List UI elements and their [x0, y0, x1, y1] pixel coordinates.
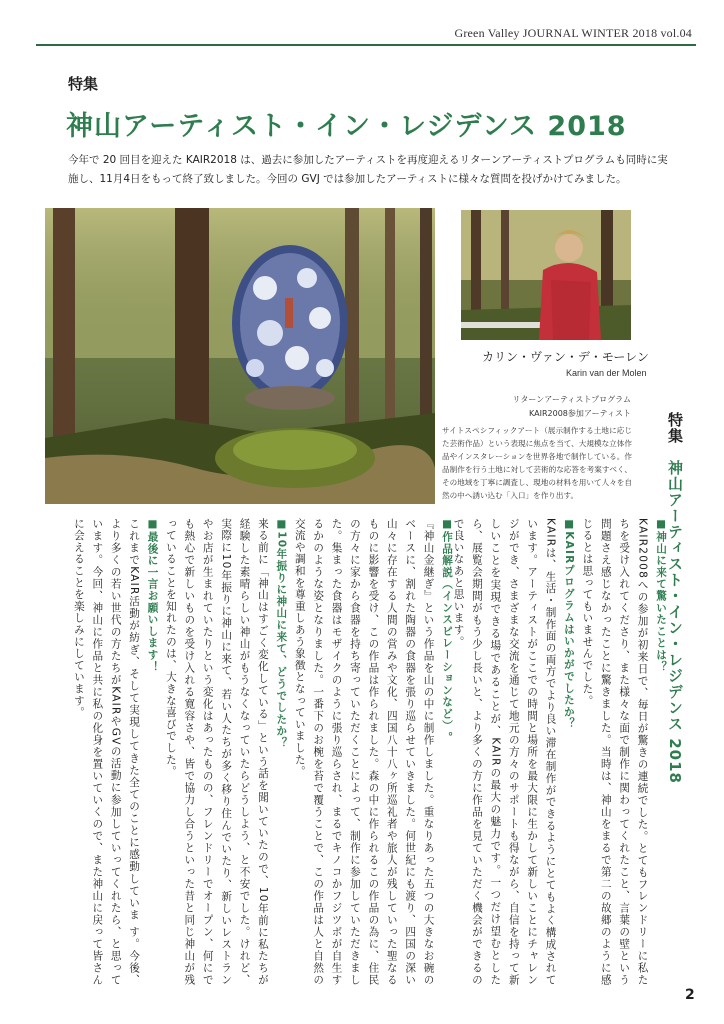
answer-text: 来る前に「神山はすごく変化している」という話を聞いていたので、10年前に私たちが経験した素晴らしい神山がもうなくなっていたらどうしよう、と不安でした。けれど、実際に10年振りに神山に来て、若い人たちが多く移り住んでいたり、新しいレストランやお店が生まれていたりという変化はあったものの、フレンドリーでオープン、何にでも熱心で新しいものを受け入れる寛容さや、皆で協力し合うといった昔と同じ神山が残っていることを知れたのは、大きな喜びでした。 [164, 518, 269, 986]
sidebar-feature-label: 特集 [666, 412, 684, 444]
answer-text: これまでKAIR活動が紡ぎ、そして実現してきた全てのことに感動していま す。今後、より多くの若い世代の方たちがKAIRやGVの活動に参加していってくれたら、と思っています。今回、神山に作品と共に私の化身を置いていくので、また神山に戻って皆さんに会えることを楽しみにしています。 [72, 518, 141, 986]
question-heading: ■最後に一言お願いします！ [146, 518, 159, 673]
feature-label: 特集 [68, 75, 99, 93]
page-number: 2 [685, 987, 695, 1003]
lead-paragraph: 今年で 20 回目を迎えた KAIR2018 は、過去に参加したアーティストを再度迎えるリターンアーティストプログラムも同時に実施し、11月4日をもって終了致しました。今回の GVJ では参加したアーティストに様々な質問を投げかけてみました。 [68, 154, 668, 185]
artist-photo-illustration [461, 210, 631, 340]
sculpture-photo-illustration [45, 208, 435, 504]
question-heading: ■KAIRプログラムはいかがでしたか？ [562, 518, 575, 730]
question-heading: ■神山に来て驚いたことは？ [655, 518, 667, 673]
artist-bio: サイトスペシフィックアート（展示制作する土地に応じた芸術作品）という表現に焦点を当て、大規模な立体作品やインスタレーションを世界各地で制作している。作品制作を行う土地に対して芸術的な応答を考案すべく、その地域を丁寧に調査し、現地の材料を用いて人々を自然の中へ誘い込む「入口」を作り出す。 [442, 426, 632, 500]
header-rule [36, 44, 696, 46]
sidebar-title-text: 神山アーティスト・イン・レジデンス 2018 [666, 460, 684, 784]
article-column-left [72, 518, 456, 986]
journal-header: Green Valley JOURNAL WINTER 2018 vol.04 [454, 26, 692, 40]
artist-photo [461, 210, 631, 340]
artist-role-year: KAIR2008参加アーティスト [529, 409, 631, 418]
sculpture-photo [45, 208, 435, 504]
answer-text: 『神山金継ぎ』という作品を山の中に制作しました。重なりあった五つの大きなお碗のベースに、割れた陶器の食器を張り巡らせていきました。何世紀にも渡り、四国の深い山々に存在する人間の営みや文化、四国八十八ヶ所巡礼者や旅人が残していった聖なるものに影響を受け、この作品は作られました。森の中に作られるこの作品の為に、住民の方々に家から食器を持ち寄っていただくことによって、制作に参加していただきました。集まった食器はモザイクのように張り巡らされ、まるでキノコかフジツボが自生するかのような姿となりました。一番下のお椀を苔で覆うことで、この作品は人と自然の交流や調和を尊重しあう象徴となっていました。 [293, 518, 435, 986]
artist-name-en: Karin van der Molen [566, 368, 647, 378]
answer-text: KAIRは、生活・制作面の両方でより良い滞在制作ができるようにとてもよく構成されています。アーティストがここでの時間と場所を最大限に生かして新しいことにチャレンジができ、さまざまな交流を通じて地元の方々のサポートも得ながら、自信を持って新しいことを実現できる場であることが、KAIRの最大の魅力です。一つだけ望むとしたら、展覧会期間がもう少し長いと、より多くの方に作品を見ていただく機会ができるので良いなあと思います。 [452, 518, 557, 986]
question-heading: ■10年振りに神山に来て、どうでしたか？ [275, 518, 288, 749]
answer-text: KAIR2008への参加が初来日で、毎日が驚きの連続でした。とてもフレンドリーに私たちを受け入れてくださり、また様々な面で制作に関わってくれたこと、言葉の壁という問題さえ感じなかったことに驚きました。当時は、神山をまるで第二の故郷のように感じるとは思ってもいませんでした。 [581, 518, 649, 986]
article-column-right [452, 518, 670, 986]
artist-role-program: リターンアーティストプログラム [512, 395, 631, 404]
artist-name-jp: カリン・ヴァン・デ・モーレン [482, 350, 649, 364]
page-title: 神山アーティスト・イン・レジデンス 2018 [66, 111, 627, 142]
question-heading: ■作品解説（インスピレーションなど）。 [441, 518, 453, 744]
